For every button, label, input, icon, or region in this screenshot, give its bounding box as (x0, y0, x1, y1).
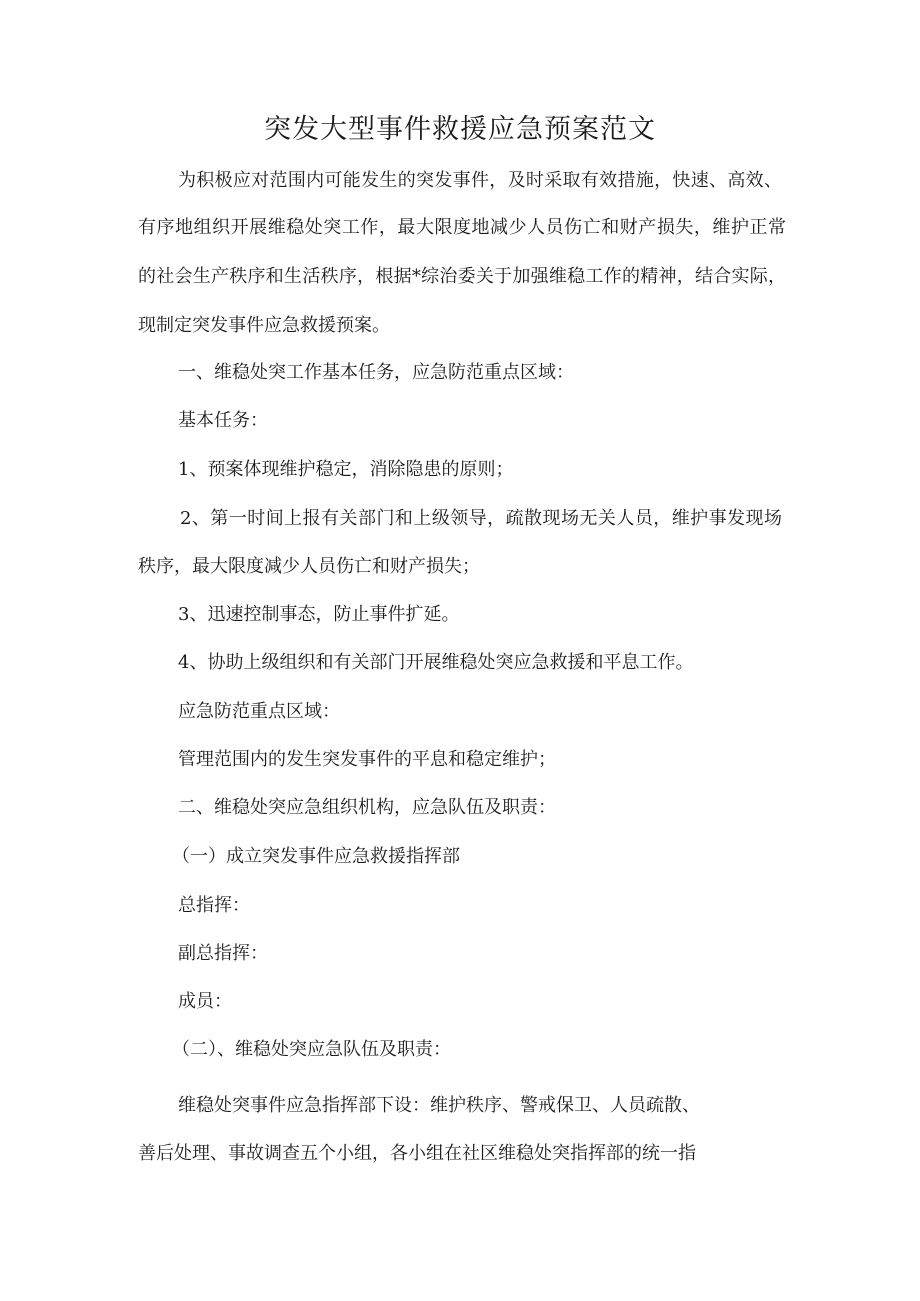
key-areas-text: 管理范围内的发生突发事件的平息和稳定维护； (178, 749, 556, 770)
subsection-1-heading: （一）成立突发事件应急救援指挥部 (172, 846, 460, 867)
intro-line-4: 现制定突发事件应急救援预案。 (138, 315, 390, 336)
task-item-1: 1、预案体现维护稳定，消除隐患的原则； (178, 459, 514, 480)
task-item-4: 4、协助上级组织和有关部门开展维稳处突应急救援和平息工作。 (178, 652, 694, 673)
members-label: 成员： (178, 991, 232, 1012)
key-areas-label: 应急防范重点区域： (178, 701, 340, 722)
deputy-commander-label: 副总指挥： (178, 943, 268, 964)
document-title: 突发大型事件救援应急预案范文 (264, 114, 656, 145)
task-item-2-line-1: 2、第一时间上报有关部门和上级领导，疏散现场无关人员，维护事发现场 (180, 508, 782, 529)
task-item-2-line-2: 秩序，最大限度减少人员伤亡和财产损失； (138, 556, 480, 577)
section-2-heading: 二、维稳处突应急组织机构，应急队伍及职责： (178, 797, 556, 818)
intro-line-1: 为积极应对范围内可能发生的突发事件，及时采取有效措施，快速、高效、 (178, 170, 782, 191)
basic-tasks-label: 基本任务： (178, 410, 268, 431)
teams-line-1: 维稳处突事件应急指挥部下设：维护秩序、警戒保卫、人员疏散、 (178, 1095, 700, 1116)
subsection-2-heading: （二）、维稳处突应急队伍及职责： (172, 1039, 451, 1060)
section-1-heading: 一、维稳处突工作基本任务，应急防范重点区域： (178, 362, 574, 383)
teams-line-2: 善后处理、事故调查五个小组，各小组在社区维稳处突指挥部的统一指 (138, 1143, 696, 1164)
intro-line-2: 有序地组织开展维稳处突工作，最大限度地减少人员伤亡和财产损失，维护正常 (138, 217, 786, 238)
intro-line-3: 的社会生产秩序和生活秩序，根据*综治委关于加强维稳工作的精神，结合实际， (138, 266, 786, 287)
commander-label: 总指挥： (178, 895, 250, 916)
task-item-3: 3、迅速控制事态，防止事件扩延。 (178, 604, 460, 625)
